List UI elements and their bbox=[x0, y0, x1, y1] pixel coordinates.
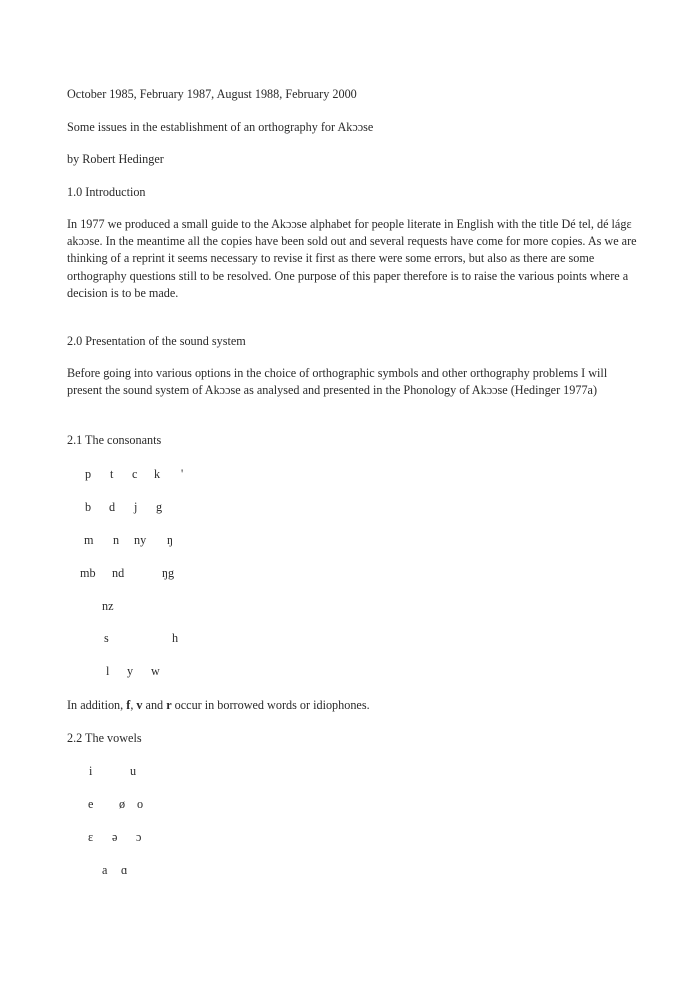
consonant-symbol: k bbox=[154, 467, 161, 481]
vowel-symbol: o bbox=[137, 797, 144, 811]
consonant-symbol: ny bbox=[134, 533, 147, 547]
vowel-symbol: ɔ bbox=[136, 830, 142, 844]
note-letter-v: v bbox=[136, 698, 143, 712]
introduction-paragraph: In 1977 we produced a small guide to the Akɔɔse alphabet for people literate in English with the title Dé tel, dé lágɛ akɔɔse. In the meantime all the copies have been sold out and several requests have come for more copies. As we are thinking of a reprint it seems necessary to revise it first as there were some errors, but also as there are some orthography questions still to be resolved. One purpose of this paper therefore is to raise the various points where a decision is to be made. bbox=[67, 217, 637, 300]
section-heading-introduction: 1.0 Introduction bbox=[67, 185, 146, 199]
consonant-symbol: h bbox=[172, 631, 179, 645]
consonant-symbol: m bbox=[84, 533, 94, 547]
document-title: Some issues in the establishment of an orthography for Akɔɔse bbox=[67, 120, 374, 134]
vowel-symbol: ɑ bbox=[121, 863, 128, 877]
consonant-symbol: y bbox=[127, 664, 134, 678]
vowel-symbol: ɛ bbox=[88, 830, 94, 844]
document-author: by Robert Hedinger bbox=[67, 152, 164, 166]
vowel-symbol: i bbox=[89, 764, 93, 778]
vowel-symbol: e bbox=[88, 797, 94, 811]
consonant-symbol: c bbox=[132, 467, 138, 481]
section-heading-sound-system: 2.0 Presentation of the sound system bbox=[67, 334, 246, 348]
vowel-symbol: ø bbox=[119, 797, 126, 811]
note-text: In addition, bbox=[67, 698, 127, 712]
consonant-symbol: l bbox=[106, 664, 110, 678]
consonant-symbol: nd bbox=[112, 566, 125, 580]
note-text: occur in borrowed words or idiophones. bbox=[171, 698, 370, 712]
note-text: , bbox=[130, 698, 137, 712]
consonant-symbol: s bbox=[104, 631, 109, 645]
vowel-symbol: u bbox=[130, 764, 137, 778]
document-dates: October 1985, February 1987, August 1988, February 2000 bbox=[67, 87, 357, 101]
note-text: and bbox=[142, 698, 167, 712]
consonant-symbol: n bbox=[113, 533, 120, 547]
vowel-symbol: a bbox=[102, 863, 108, 877]
consonant-symbol: nz bbox=[102, 599, 114, 613]
consonant-symbol: ŋg bbox=[162, 566, 175, 580]
consonant-symbol: p bbox=[85, 467, 92, 481]
consonant-symbol: b bbox=[85, 500, 92, 514]
sound-system-paragraph: Before going into various options in the choice of orthographic symbols and other orthography problems I will present the sound system of Akɔɔse as analysed and presented in the Phonology of Akɔɔse (Hedinger 1977a) bbox=[67, 366, 608, 398]
note-letter-f: f bbox=[126, 698, 131, 712]
consonant-symbol: ŋ bbox=[167, 533, 174, 547]
note-letter-r: r bbox=[166, 698, 172, 712]
section-heading-vowels: 2.2 The vowels bbox=[67, 731, 142, 745]
consonant-symbol: t bbox=[110, 467, 114, 481]
section-heading-consonants: 2.1 The consonants bbox=[67, 433, 162, 447]
consonant-symbol: mb bbox=[80, 566, 96, 580]
consonant-symbol: g bbox=[156, 500, 163, 514]
consonant-symbol: j bbox=[134, 500, 138, 514]
borrowed-consonants-note bbox=[67, 697, 370, 713]
vowel-symbol: ə bbox=[112, 830, 118, 844]
consonant-symbol: w bbox=[151, 664, 160, 678]
consonant-symbol: d bbox=[109, 500, 116, 514]
consonant-symbol: ' bbox=[181, 467, 184, 481]
